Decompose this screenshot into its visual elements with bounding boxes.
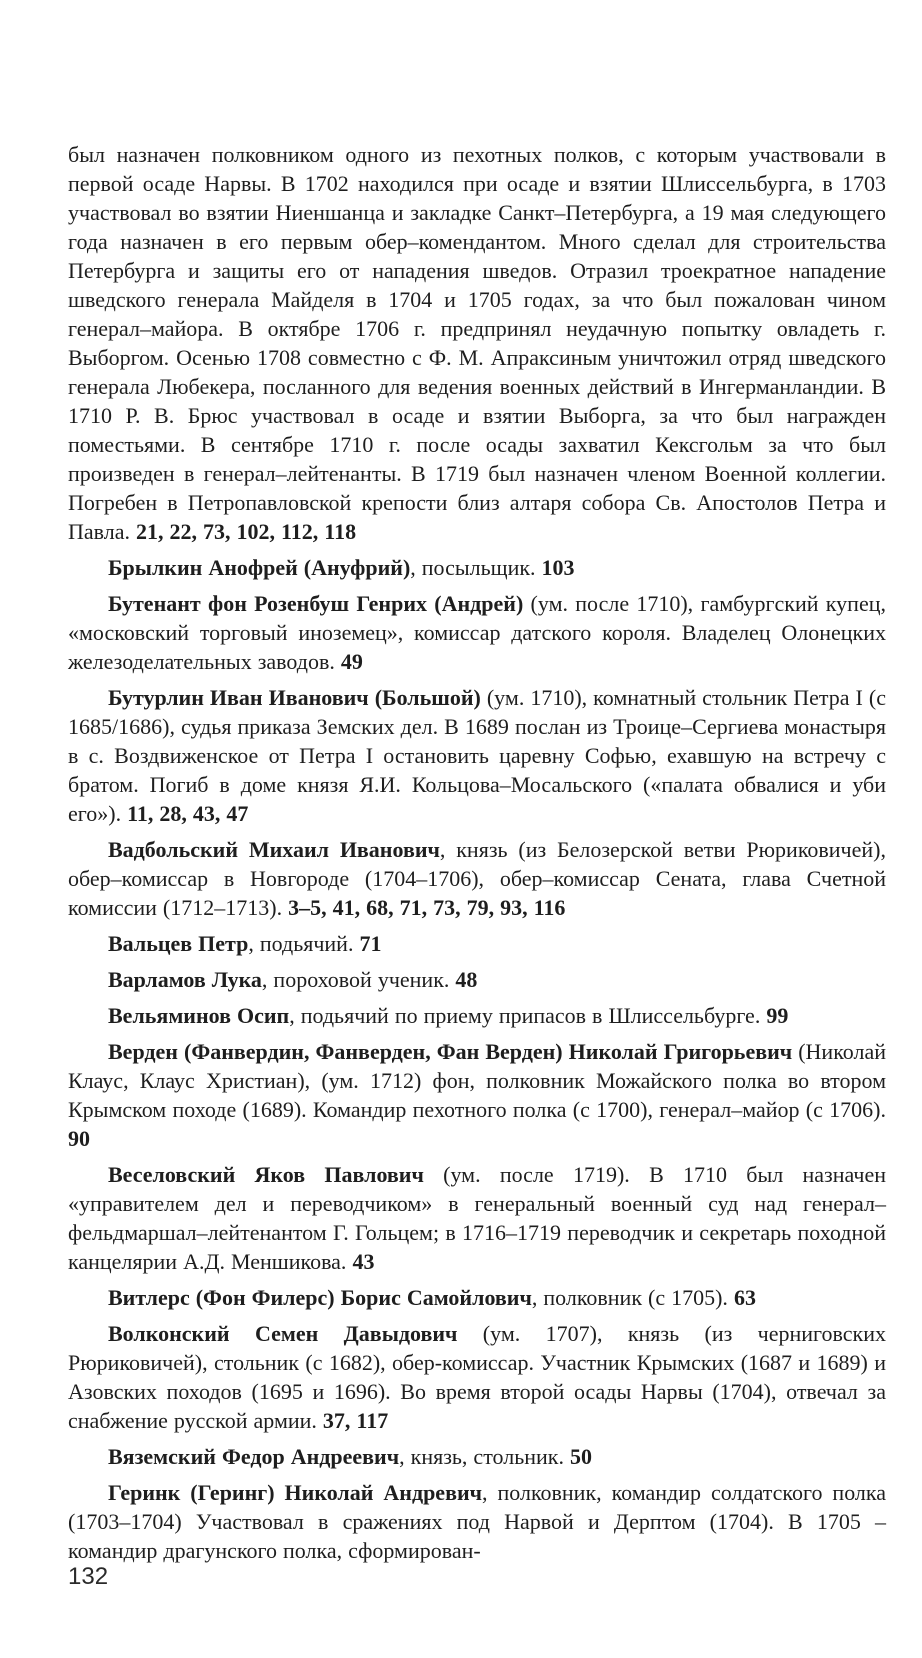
entry-name: Верден (Фанвердин, Фанверден, Фан Верден) Николай Григорьевич [108, 1039, 793, 1064]
index-entry [68, 140, 886, 546]
entry-text: (ум. после 1719). В 1710 был назначен «управителем дел и переводчиком» в генеральный военный суд над генерал–фельдмаршал–лейтенантом Г. Гольцем; в 1716–1719 переводчик и секретарь походной канцелярии А.Д. Меншикова. [68, 1162, 886, 1274]
page-number: 132 [68, 1563, 109, 1590]
entry-text: (ум. 1710), комнатный стольник Петра I (с 1685/1686), судья приказа Земских дел. В 1689 послан из Троице–Сергиева монастыря в с. Воздвиженское от Петра I остановить царевну Софью, ехавшую на встречу с братом. Погиб в доме князя Я.И. Кольцова–Мосальского («палата обвалися и уби его»). [68, 685, 886, 826]
index-entry [68, 589, 886, 676]
entry-name: Варламов Лука [108, 967, 262, 992]
entry-page-refs: 21, 22, 73, 102, 112, 118 [136, 519, 357, 544]
entry-text: , князь (из Белозерской ветви Рюриковичей), обер–комиссар в Новгороде (1704–1706), обер–комиссар Сената, глава Счетной комиссии (1712–1713). [68, 837, 886, 920]
entry-page-refs: 11, 28, 43, 47 [127, 801, 249, 826]
entry-text: был назначен полковником одного из пехотных полков, с которым участвовали в первой осаде Нарвы. В 1702 находился при осаде и взятии Шлиссельбурга, в 1703 участвовал во взятии Ниеншанца и закладке Санкт–Петербурга, а 19 мая следующего года назначен в его первым обер–комендантом. Много сделал для строительства Петербурга и защиты его от нападения шведов. Отразил троекратное нападение шведского генерала Майделя в 1704 и 1705 годах, за что был пожалован чином генерал–майора. В октябре 1706 г. предпринял неудачную попытку овладеть г. Выборгом. Осенью 1708 совместно с Ф. М. Апраксиным уничтожил отряд шведского генерала Любекера, посланного для ведения военных действий в Ингерманландии. В 1710 Р. В. Брюс участвовал в осаде и взятии Выборга, за что был награжден поместьями. В сентябре 1710 г. после осады захватил Кексгольм за что был произведен в генерал–лейтенанты. В 1719 был назначен членом Военной коллегии. Погребен в Петропавловской крепости близ алтаря собора Св. Апостолов Петра и Павла. [68, 142, 886, 544]
index-entry [68, 1319, 886, 1435]
index-entry [68, 1478, 886, 1565]
entry-name: Вяземский Федор Андреевич [108, 1444, 400, 1469]
entry-text: , подьячий. [248, 931, 354, 956]
entry-name: Брылкин Анофрей (Ануфрий) [108, 555, 411, 580]
index-entry [68, 929, 886, 958]
entry-name: Вадбольский Михаил Иванович [108, 837, 440, 862]
entry-page-refs: 48 [455, 967, 478, 992]
entry-page-refs: 37, 117 [322, 1408, 389, 1433]
entry-name: Витлерс (Фон Филерс) Борис Самойлович [108, 1285, 532, 1310]
entry-text: , посыльщик. [410, 555, 536, 580]
entry-text: , князь, стольник. [399, 1444, 564, 1469]
index-entry [68, 1442, 886, 1471]
entry-text: (ум. 1707), князь (из черниговских Рюриковичей), стольник (с 1682), обер-комиссар. Участник Крымских (1687 и 1689) и Азовских походов (1695 и 1696). Во время второй осады Нарвы (1704), отвечал за снабжение русской армии. [68, 1321, 887, 1433]
index-entry [68, 1037, 886, 1153]
entry-page-refs: 50 [569, 1444, 592, 1469]
entry-name: Вельяминов Осип [108, 1003, 290, 1028]
index-entry [68, 683, 886, 828]
index-entry [68, 835, 886, 922]
entry-name: Бутурлин Иван Иванович (Большой) [108, 685, 481, 710]
entry-name: Веселовский Яков Павлович [108, 1162, 424, 1187]
index-entry [68, 1160, 886, 1276]
entry-page-refs: 43 [352, 1249, 375, 1274]
index-entry [68, 965, 886, 994]
entry-page-refs: 90 [68, 1126, 90, 1151]
entry-text: (Николай Клаус, Клаус Христиан), (ум. 1712) фон, полковник Можайского полка во втором Крымском походе (1689). Командир пехотного полка (с 1700), генерал–майор (с 1706). [68, 1039, 886, 1122]
index-entry [68, 1283, 886, 1312]
entry-text: , пороховой ученик. [261, 967, 450, 992]
entry-name: Бутенант фон Розенбуш Генрих (Андрей) [108, 591, 524, 616]
index-entry [68, 553, 886, 582]
entry-page-refs: 103 [541, 555, 575, 580]
entry-page-refs: 3–5, 41, 68, 71, 73, 79, 93, 116 [288, 895, 566, 920]
entry-text: , полковник (с 1705). [531, 1285, 728, 1310]
entry-page-refs: 49 [340, 649, 363, 674]
entry-name: Вальцев Петр [108, 931, 249, 956]
entry-text: (ум. после 1710), гамбургский купец, «московский торговый иноземец», комиссар датского короля. Владелец Олонецких железоделательных заводов. [68, 591, 886, 674]
index-text [68, 140, 886, 1572]
index-entry [68, 1001, 886, 1030]
entry-page-refs: 71 [359, 931, 382, 956]
entry-text: , полковник, командир солдатского полка (1703–1704) Участвовал в сражениях под Нарвой и Дерптом (1704). В 1705 – командир драгунского полка, сформирован- [68, 1480, 886, 1563]
entry-page-refs: 99 [766, 1003, 789, 1028]
entry-text: , подьячий по приему припасов в Шлиссельбурге. [289, 1003, 761, 1028]
entry-name: Геринк (Геринг) Николай Андревич [108, 1480, 483, 1505]
entry-page-refs: 63 [733, 1285, 756, 1310]
entry-name: Волконский Семен Давыдович [108, 1321, 458, 1346]
